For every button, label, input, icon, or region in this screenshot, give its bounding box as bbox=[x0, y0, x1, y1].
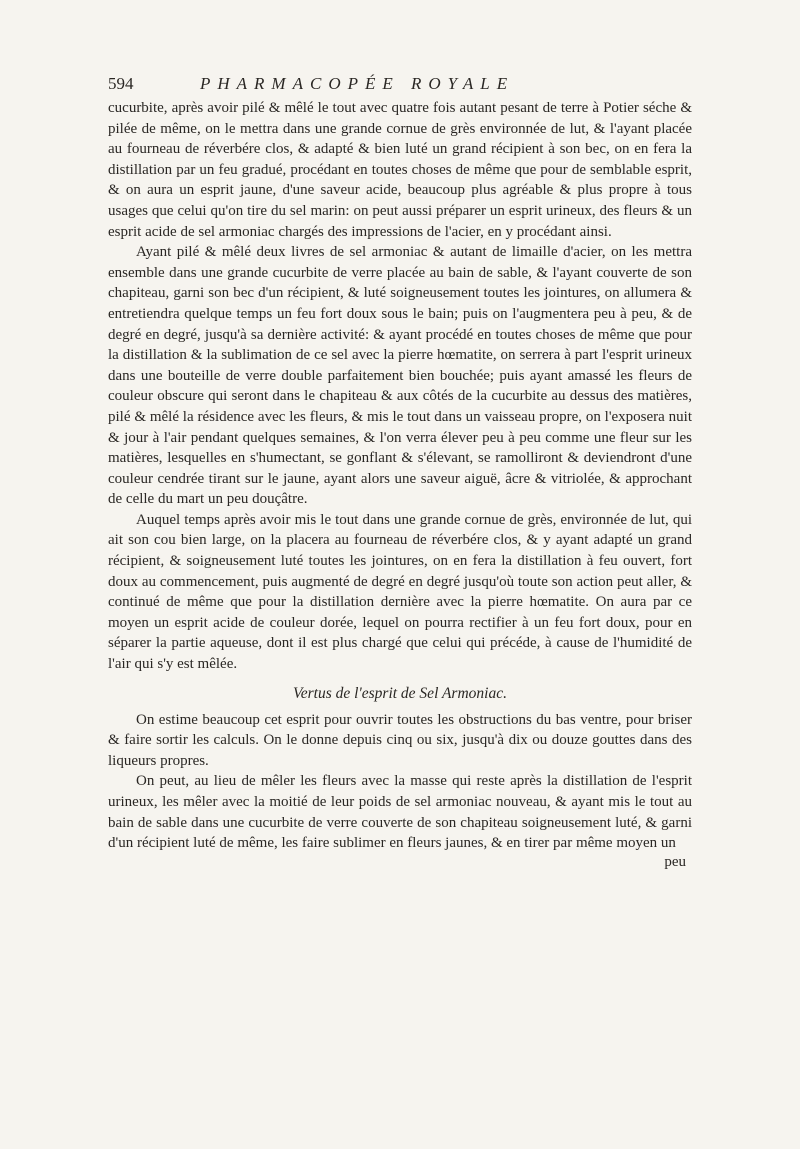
paragraph-continuation: cucurbite, après avoir pilé & mêlé le tout avec quatre fois autant pesant de terre à Potier séche & pilée de même, on le mettra dans une grande cornue de grès environnée de lut, & l'ayant placée au fourneau de réverbére clos, & adapté & bien luté un grand récipient à son bec, on en fera la distillation par un feu gradué, procédant en toutes choses de même que pour de semblable esprit, & on aura un esprit jaune, d'une saveur acide, beaucoup plus agréable & plus propre à tous usages que celui qu'on tire du sel marin: on peut aussi préparer un esprit urineux, des fleurs & un esprit acide de sel armoniac chargés des impressions de l'acier, en y procédant ainsi. bbox=[108, 100, 692, 240]
paragraph: Auquel temps après avoir mis le tout dans une grande cornue de grès, environnée de lut, qui ait son cou bien large, on la placera au fourneau de réverbére clos, & y ayant adapté un grand récipient, & soigneusement luté toutes les jointures, on en fera la distillation à feu ouvert, fort doux au commencement, puis augmenté de degré en degré jusqu'où toute son action peut aller, & continué de même que pour la distillation dernière avec la pierre hœmatite. On aura par ce moyen un esprit acide de couleur dorée, lequel on pourra rectifier à un feu fort doux, pour en séparer la partie aqueuse, dont il est plus chargé que celui qui précéde, à cause de l'humidité de l'air qui s'y est mêlée. bbox=[108, 511, 692, 673]
catchword: peu bbox=[664, 853, 686, 870]
body-text bbox=[108, 98, 692, 872]
page-number: 594 bbox=[108, 74, 134, 93]
page-header bbox=[108, 72, 688, 96]
section-heading: Vertus de l'esprit de Sel Armoniac. bbox=[293, 684, 507, 702]
paragraph: Ayant pilé & mêlé deux livres de sel armoniac & autant de limaille d'acier, on les mettra ensemble dans une grande cucurbite de verre placée au bain de sable, & l'ayant couverte de son chapiteau, garni son bec d'un récipient, & luté soigneusement toutes les jointures, on allumera & entretiendra quelque temps un feu fort doux sous le bain; puis on l'augmentera peu à peu, & de degré en degré, jusqu'à sa dernière activité: & ayant procédé en toutes choses de même que pour la distillation & la sublimation de ce sel avec la pierre hœmatite, on serrera à part l'esprit urineux dans une bouteille de verre double parfaitement bien bouchée; puis ayant amassé les fleurs de couleur obscure qui seront dans le chapiteau & aux côtés de la cucurbite au dessus des matières, pilé & mêlé la résidence avec les fleurs, & mis le tout dans un vaisseau propre, on l'exposera nuit & jour à l'air pendant quelques semaines, & l'on verra élever peu à peu comme une fleur sur les matières, lesquelles en s'humectant, se gonflant & s'élevant, se ramolliront & deviendront d'une couleur cendrée tirant sur le jaune, ayant alors une saveur aiguë, âcre & vitriolée, & approchant de celle du mart un peu douçâtre. bbox=[108, 244, 692, 508]
running-title: PHARMACOPÉE ROYALE bbox=[200, 74, 515, 93]
paragraph: On estime beaucoup cet esprit pour ouvrir toutes les obstructions du bas ventre, pour briser & faire sortir les calculs. On le donne depuis cinq ou six, jusqu'à dix ou douze gouttes dans des liqueurs propres. bbox=[108, 711, 692, 769]
paragraph: On peut, au lieu de mêler les fleurs avec la masse qui reste après la distillation de l'esprit urineux, les mêler avec la moitié de leur poids de sel armoniac nouveau, & ayant mis le tout au bain de sable dans une cucurbite de verre couverte de son chapiteau soigneusement luté, & garni d'un récipient luté de même, les faire sublimer en fleurs jaunes, & en tirer par même moyen un bbox=[108, 773, 692, 852]
